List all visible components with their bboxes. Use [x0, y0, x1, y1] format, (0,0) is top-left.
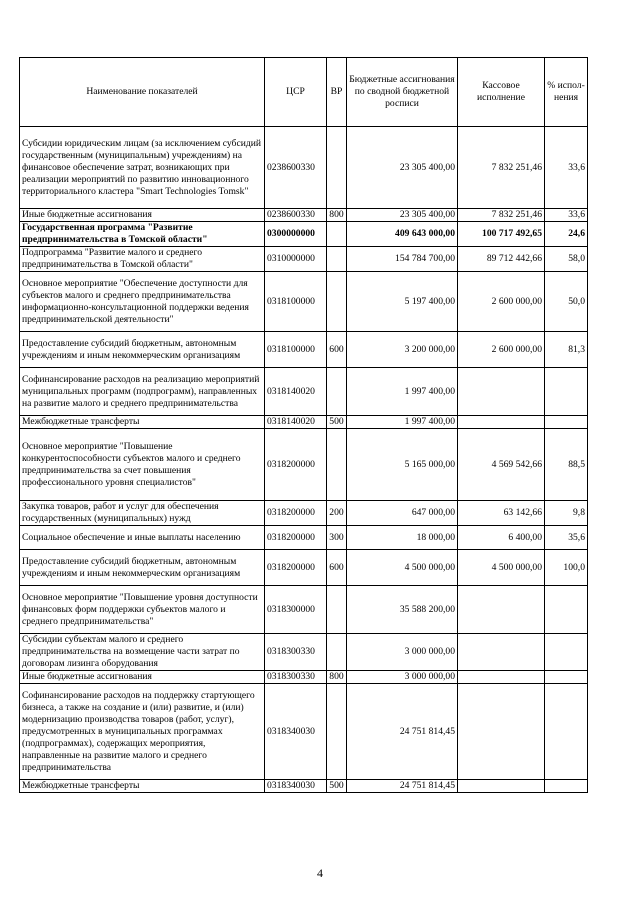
table-row: [20, 684, 588, 780]
row-assignments: 1 997 400,00: [347, 368, 458, 416]
row-cash-execution: [458, 634, 545, 671]
table-row: [20, 127, 588, 209]
row-vr: 500: [327, 416, 347, 429]
row-assignments: 5 197 400,00: [347, 272, 458, 332]
row-percent: 33,6: [545, 209, 588, 222]
row-csr: 0318100000: [265, 272, 327, 332]
table-row: [20, 247, 588, 272]
row-name: Основное мероприятие "Повышение конкурентоспособности субъектов малого и среднего предпринимательства за счет повышения профессионального уровня специалистов": [20, 429, 265, 501]
row-csr: 0318140020: [265, 368, 327, 416]
row-name: Подпрограмма "Развитие малого и среднего предпринимательства в Томской области": [20, 247, 265, 272]
row-csr: 0318340030: [265, 684, 327, 780]
row-vr: [327, 272, 347, 332]
row-cash-execution: 7 832 251,46: [458, 209, 545, 222]
row-name: Субсидии юридическим лицам (за исключением субсидий государственным (муниципальным) учреждениям) на финансовое обеспечение затрат, возникающих при реализации мероприятий по развитию инновационного территориального кластера "Smart Technologies Tomsk": [20, 127, 265, 209]
row-percent: [545, 416, 588, 429]
row-cash-execution: 63 142,66: [458, 501, 545, 526]
row-percent: [545, 780, 588, 793]
table-row: [20, 550, 588, 586]
row-cash-execution: 6 400,00: [458, 526, 545, 550]
header-cash-execution: Кассовое исполнение: [458, 58, 545, 127]
row-csr: 0238600330: [265, 209, 327, 222]
row-vr: 800: [327, 671, 347, 684]
row-percent: 24,6: [545, 222, 588, 247]
row-assignments: 18 000,00: [347, 526, 458, 550]
row-csr: 0318300000: [265, 586, 327, 634]
row-name: Иные бюджетные ассигнования: [20, 671, 265, 684]
row-cash-execution: [458, 671, 545, 684]
row-cash-execution: [458, 780, 545, 793]
table-row: [20, 526, 588, 550]
row-percent: [545, 671, 588, 684]
row-assignments: 4 500 000,00: [347, 550, 458, 586]
row-name: Основное мероприятие "Обеспечение доступности для субъектов малого и среднего предпринимательства информационно-консультационной поддержки ведения предпринимательской деятельности": [20, 272, 265, 332]
table-header-row: [20, 58, 588, 127]
row-vr: [327, 586, 347, 634]
table-row: [20, 671, 588, 684]
row-vr: 500: [327, 780, 347, 793]
row-name: Государственная программа "Развитие предпринимательства в Томской области": [20, 222, 265, 247]
row-cash-execution: 4 569 542,66: [458, 429, 545, 501]
row-assignments: 409 643 000,00: [347, 222, 458, 247]
row-name: Софинансирование расходов на поддержку стартующего бизнеса, а также на создание и (или) развитие, и (или) модернизацию производства товаров (работ, услуг), предусмотренных в муниципальных программах (подпрограммах), содержащих мероприятия, направленные на развитие малого и среднего предпринимательства: [20, 684, 265, 780]
row-csr: 0310000000: [265, 247, 327, 272]
row-assignments: 3 000 000,00: [347, 634, 458, 671]
row-name: Предоставление субсидий бюджетным, автономным учреждениям и иным некоммерческим организациям: [20, 332, 265, 368]
table-row: [20, 416, 588, 429]
row-percent: 50,0: [545, 272, 588, 332]
row-vr: 200: [327, 501, 347, 526]
row-percent: [545, 586, 588, 634]
table-row: [20, 332, 588, 368]
table-row: [20, 501, 588, 526]
row-vr: [327, 127, 347, 209]
row-cash-execution: 4 500 000,00: [458, 550, 545, 586]
row-name: Иные бюджетные ассигнования: [20, 209, 265, 222]
budget-execution-table: [19, 57, 588, 793]
row-assignments: 23 305 400,00: [347, 209, 458, 222]
header-csr: ЦСР: [265, 58, 327, 127]
row-assignments: 24 751 814,45: [347, 780, 458, 793]
table-row: [20, 209, 588, 222]
page-number: 4: [317, 866, 323, 880]
row-csr: 0318100000: [265, 332, 327, 368]
row-csr: 0238600330: [265, 127, 327, 209]
row-csr: 0318300330: [265, 634, 327, 671]
row-percent: [545, 634, 588, 671]
row-vr: 300: [327, 526, 347, 550]
row-cash-execution: [458, 684, 545, 780]
table-row: [20, 272, 588, 332]
row-assignments: 5 165 000,00: [347, 429, 458, 501]
row-name: Межбюджетные трансферты: [20, 780, 265, 793]
row-name: Субсидии субъектам малого и среднего предпринимательства на возмещение части затрат по договорам лизинга оборудования: [20, 634, 265, 671]
row-csr: 0318200000: [265, 429, 327, 501]
row-cash-execution: 89 712 442,66: [458, 247, 545, 272]
row-assignments: 154 784 700,00: [347, 247, 458, 272]
row-vr: 600: [327, 550, 347, 586]
row-cash-execution: [458, 416, 545, 429]
row-cash-execution: [458, 368, 545, 416]
header-vr: ВР: [327, 58, 347, 127]
row-assignments: 23 305 400,00: [347, 127, 458, 209]
row-vr: 600: [327, 332, 347, 368]
row-assignments: 647 000,00: [347, 501, 458, 526]
row-assignments: 1 997 400,00: [347, 416, 458, 429]
row-cash-execution: [458, 586, 545, 634]
row-assignments: 35 588 200,00: [347, 586, 458, 634]
row-name: Софинансирование расходов на реализацию мероприятий муниципальных программ (подпрограмм), направленных на развитие малого и среднего предпринимательства: [20, 368, 265, 416]
row-vr: [327, 368, 347, 416]
row-assignments: 3 000 000,00: [347, 671, 458, 684]
row-name: Социальное обеспечение и иные выплаты населению: [20, 526, 265, 550]
row-csr: 0318340030: [265, 780, 327, 793]
row-percent: 100,0: [545, 550, 588, 586]
row-csr: 0300000000: [265, 222, 327, 247]
row-vr: 800: [327, 209, 347, 222]
row-cash-execution: 2 600 000,00: [458, 332, 545, 368]
row-percent: 88,5: [545, 429, 588, 501]
table-row: [20, 780, 588, 793]
row-vr: [327, 222, 347, 247]
table-row: [20, 429, 588, 501]
row-percent: [545, 684, 588, 780]
row-name: Основное мероприятие "Повышение уровня доступности финансовых форм поддержки субъектов малого и среднего предпринимательства": [20, 586, 265, 634]
table-row: [20, 634, 588, 671]
row-percent: 58,0: [545, 247, 588, 272]
header-percent: % испол-нения: [545, 58, 588, 127]
row-csr: 0318200000: [265, 526, 327, 550]
table-row: [20, 368, 588, 416]
row-vr: [327, 634, 347, 671]
row-percent: 81,3: [545, 332, 588, 368]
row-cash-execution: 100 717 492,65: [458, 222, 545, 247]
row-cash-execution: 2 600 000,00: [458, 272, 545, 332]
row-assignments: 24 751 814,45: [347, 684, 458, 780]
row-percent: [545, 368, 588, 416]
row-csr: 0318140020: [265, 416, 327, 429]
header-name: Наименование показателей: [20, 58, 265, 127]
header-assignments: Бюджетные ассигнования по сводной бюджетной росписи: [347, 58, 458, 127]
row-csr: 0318200000: [265, 501, 327, 526]
row-vr: [327, 684, 347, 780]
table-row: [20, 222, 588, 247]
table-row: [20, 586, 588, 634]
row-name: Закупка товаров, работ и услуг для обеспечения государственных (муниципальных) нужд: [20, 501, 265, 526]
row-name: Предоставление субсидий бюджетным, автономным учреждениям и иным некоммерческим организациям: [20, 550, 265, 586]
row-cash-execution: 7 832 251,46: [458, 127, 545, 209]
row-assignments: 3 200 000,00: [347, 332, 458, 368]
row-csr: 0318200000: [265, 550, 327, 586]
row-csr: 0318300330: [265, 671, 327, 684]
row-vr: [327, 247, 347, 272]
row-percent: 35,6: [545, 526, 588, 550]
row-vr: [327, 429, 347, 501]
row-percent: 33,6: [545, 127, 588, 209]
row-percent: 9,8: [545, 501, 588, 526]
row-name: Межбюджетные трансферты: [20, 416, 265, 429]
